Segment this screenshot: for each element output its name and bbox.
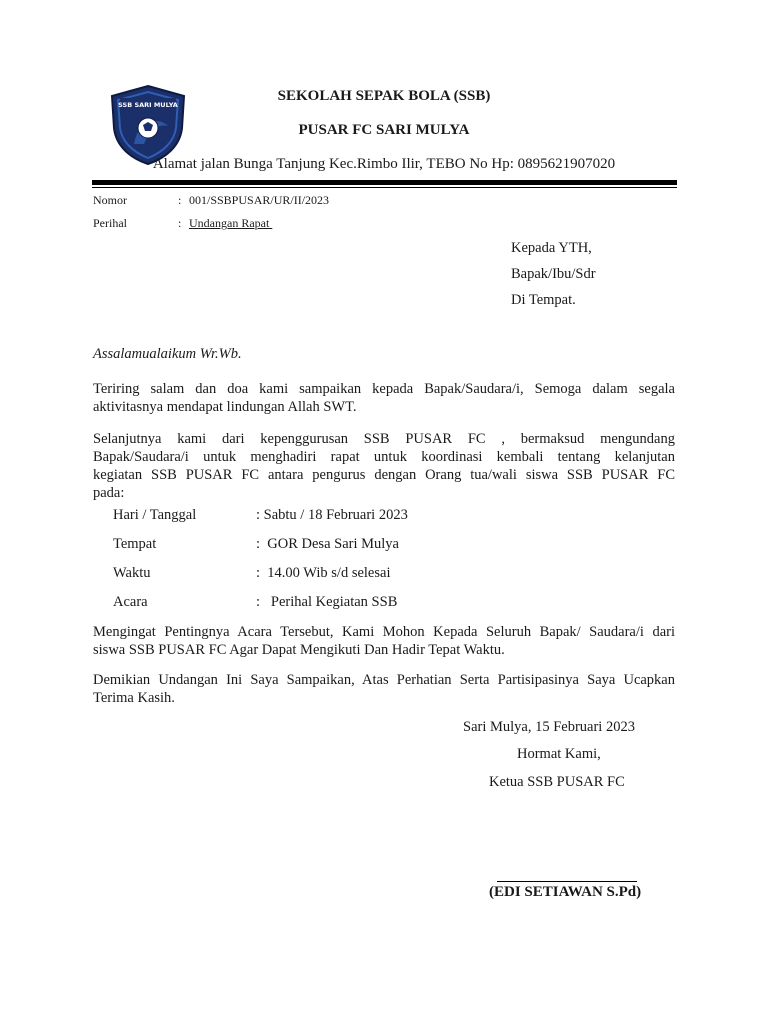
detail-label: Tempat [113, 536, 157, 552]
detail-value: : 14.00 Wib s/d selesai [256, 565, 391, 581]
perihal-label: Perihal [93, 216, 127, 230]
signature-line [497, 881, 637, 882]
paragraph-closing [93, 671, 675, 707]
detail-label: Acara [113, 594, 148, 610]
detail-label: Hari / Tanggal [113, 507, 197, 523]
detail-value: : Sabtu / 18 Februari 2023 [256, 507, 408, 523]
paragraph-greeting-line: Teriring salam dan doa kami sampaikan kepada Bapak/Saudara/i, Semoga dalam segala [93, 381, 675, 397]
detail-value: : Perihal Kegiatan SSB [256, 594, 398, 610]
nomor-separator: : [178, 193, 182, 207]
paragraph-invitation-line: Bapak/Saudara/i untuk menghadiri rapat untuk koordinasi kembali tentang kelanjutan [93, 449, 675, 465]
paragraph-invitation-line: Selanjutnya kami dari kepenggurusan SSB PUSAR FC , bermaksud mengundang [93, 431, 675, 447]
perihal-separator: : [178, 216, 182, 230]
paragraph-request-line: siswa SSB PUSAR FC Agar Dapat Mengikuti Dan Hadir Tepat Waktu. [93, 642, 505, 658]
place-date: Sari Mulya, 15 Februari 2023 [463, 719, 635, 735]
signer-name: (EDI SETIAWAN S.Pd) [489, 884, 642, 900]
salutation: Assalamualaikum Wr.Wb. [93, 346, 242, 362]
paragraph-invitation-line: pada: [93, 485, 125, 501]
nomor-label: Nomor [93, 193, 127, 207]
detail-value: : GOR Desa Sari Mulya [256, 536, 399, 552]
logo-text: SSB SARI MULYA [118, 101, 178, 109]
paragraph-greeting-line: aktivitasnya mendapat lindungan Allah SWT. [93, 399, 357, 415]
paragraph-greeting [93, 380, 675, 416]
paragraph-request-line: Mengingat Pentingnya Acara Tersebut, Kami Mohon Kepada Seluruh Bapak/ Saudara/i dari [93, 624, 675, 640]
signer-position: Ketua SSB PUSAR FC [489, 774, 625, 790]
nomor-value: 001/SSBPUSAR/UR/II/2023 [189, 193, 330, 207]
paragraph-closing-line: Terima Kasih. [93, 690, 175, 706]
club-name: PUSAR FC SARI MULYA [298, 122, 470, 138]
address-line: Alamat jalan Bunga Tanjung Kec.Rimbo Ilir, TEBO No Hp: 0895621907020 [152, 156, 616, 172]
recipient-line1: Kepada YTH, [511, 240, 592, 256]
detail-label: Waktu [113, 565, 151, 581]
school-name: SEKOLAH SEPAK BOLA (SSB) [277, 88, 491, 104]
recipient-line3: Di Tempat. [511, 292, 576, 308]
header-rule-thick [92, 180, 677, 185]
paragraph-request [93, 623, 675, 659]
paragraph-closing-line: Demikian Undangan Ini Saya Sampaikan, Atas Perhatian Serta Partisipasinya Saya Ucapkan [93, 672, 675, 688]
regards: Hormat Kami, [517, 746, 601, 762]
paragraph-invitation [93, 430, 675, 502]
perihal-value: Undangan Rapat [189, 216, 273, 230]
header-rule-thin [92, 187, 677, 188]
paragraph-invitation-line: kegiatan SSB PUSAR FC antara pengurus dengan Orang tua/wali siswa SSB PUSAR FC [93, 467, 675, 483]
recipient-line2: Bapak/Ibu/Sdr [511, 266, 596, 282]
